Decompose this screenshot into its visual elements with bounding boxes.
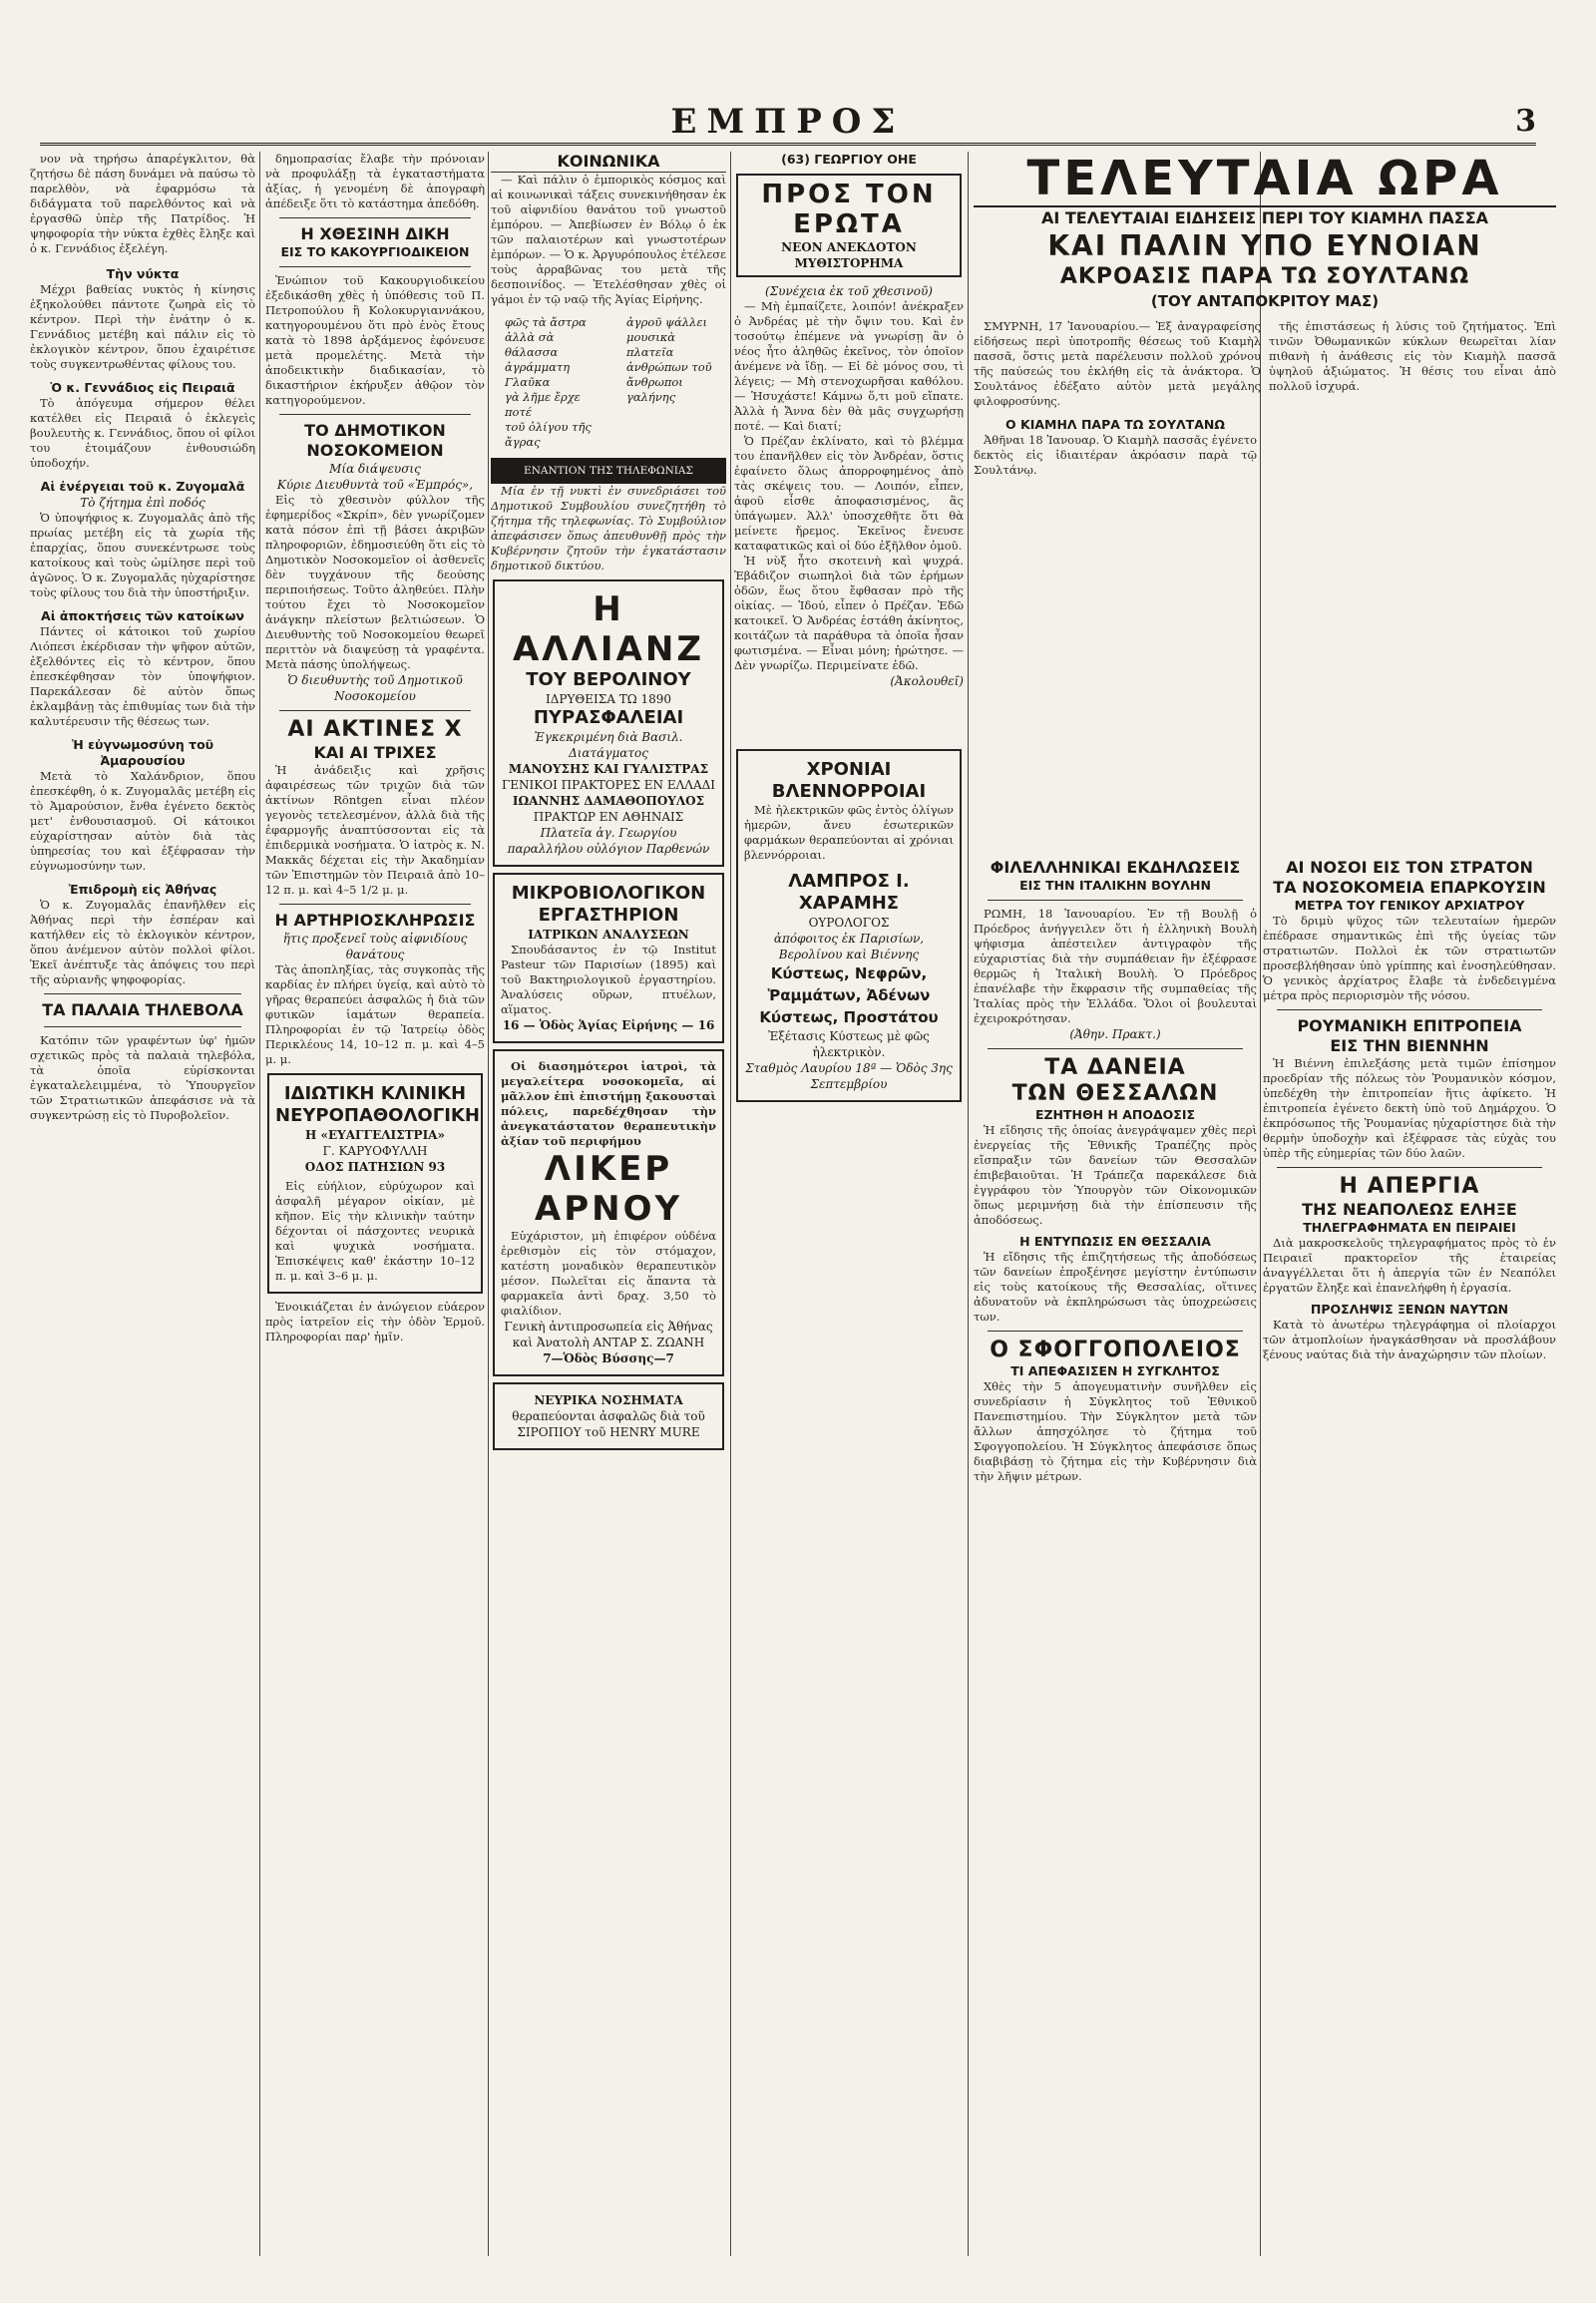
poem-line: ἀλλὰ σὰ θάλασσα — [505, 330, 559, 359]
column-4 — [734, 152, 964, 1108]
ad-agent-sub: ΠΡΑΚΤΩΡ ΕΝ ΑΘΗΝΑΙΣ — [533, 810, 684, 824]
ad-year: ΙΔΡΥΘΕΙΣΑ ΤΩ 1890 — [545, 692, 671, 706]
ad-kind: ΠΥΡΑΣΦΑΛΕΙΑΙ — [533, 707, 684, 728]
section-heading: ΑΙ ΝΟΣΟΙ ΕΙΣ ΤΟΝ ΣΤΡΑΤΟΝ — [1286, 858, 1533, 877]
banner-credit: (ΤΟΥ ΑΝΤΑΠΟΚΡΙΤΟΥ ΜΑΣ) — [1150, 292, 1380, 310]
section-heading-inverted: ΕΝΑΝΤΙΟΝ ΤΗΣ ΤΗΛΕΦΩΝΙΑΣ — [491, 458, 726, 484]
ad-address: ΟΔΟΣ ΠΑΤΗΣΙΩΝ 93 — [304, 1160, 446, 1174]
section-heading: Η ΑΠΕΡΓΙΑ — [1339, 1174, 1480, 1199]
ad-heading: Η ΑΛΛΙΑΝΖ — [512, 589, 704, 669]
section-heading: ΤΩΝ ΘΕΣΣΑΛΩΝ — [1011, 1081, 1219, 1106]
poem-line: ἀγράμματη Γλαῦκα — [505, 360, 571, 389]
serial-title: ΠΡΟΣ ΤΟΝ ΕΡΩΤΑ — [761, 180, 937, 239]
section-subheading: Μία διάψευσις — [329, 462, 421, 476]
article-text: Κατόπιν τῶν γραφέντων ὑφ' ἡμῶν σχετικῶς πρὸς τὰ παλαιὰ τηλεβόλα, τὰ ὁποῖα εὑρίσκονται ἐγκαταλελειμμένα, τὸ Ὑπουργεῖον τῶν Στρατιωτικῶν ἀπεφάσισε νὰ τὰ συγκεντρώσῃ εἰς τὸ Πυροβολεῖον. — [30, 1033, 255, 1122]
ad-product: ΛΙΚΕΡ ΑΡΝΟΥ — [534, 1149, 683, 1229]
ad-heading: ΙΔΙΩΤΙΚΗ ΚΛΙΝΙΚΗ — [283, 1083, 467, 1104]
section-heading: Ἐπιδρομὴ εἰς Ἀθήνας — [68, 882, 217, 897]
ad-depot: Γενικὴ ἀντιπροσωπεία εἰς Ἀθήνας καὶ Ἀνατολὴ ΑΝΤΑΡ Σ. ΖΩΑΝΗ — [504, 1320, 713, 1349]
banner-title: ΤΕΛΕΥΤΑΙΑ ΩΡΑ — [974, 152, 1556, 207]
ad-heading: Η ΑΡΤΗΡΙΟΣΚΛΗΡΩΣΙΣ — [274, 911, 476, 930]
ad-text: θεραπεύονται ἀσφαλῶς διὰ τοῦ ΣΙΡΟΠΙΟΥ τοῦ HENRY MURE — [512, 1409, 705, 1439]
divider — [279, 710, 471, 711]
ad-heading: ΒΛΕΝΝΟΡΡΟΙΑΙ — [771, 781, 927, 802]
section-subheading: Τὸ ζήτημα ἐπὶ ποδός — [80, 496, 205, 510]
section-subheading: ΚΑΙ ΑΙ ΤΡΙΧΕΣ — [313, 743, 437, 762]
liqueur-ad — [493, 1049, 724, 1376]
ad-text: Εὐχάριστον, μὴ ἐπιφέρον οὐδένα ἐρεθισμὸν εἰς τὸν στόμαχον, κατέστη μοναδικὸν θεραπευτικὸν μέσον. Πωλεῖται εἰς ἅπαντα τὰ φαρμακεῖα ἀντὶ δραχ. 3,50 τὸ φιαλίδιον. — [501, 1229, 716, 1318]
section-heading: ΤΑ ΔΑΝΕΙΑ — [1044, 1055, 1186, 1080]
column-2 — [265, 152, 485, 1344]
banner-subtitle: ΑΙ ΤΕΛΕΥΤΑΙΑΙ ΕΙΔΗΣΕΙΣ ΠΕΡΙ ΤΟΥ ΚΙΑΜΗΛ ΠΑΣΣΑ — [1040, 208, 1489, 227]
column-rule — [259, 152, 260, 2256]
divider — [279, 414, 471, 415]
ad-hours: Ἐξέτασις Κύστεως μὲ φῶς ἠλεκτρικὸν. — [768, 1029, 930, 1059]
article-text: Κατὰ τὸ ἀνωτέρω τηλεγράφημα οἱ πλοίαρχοι τῶν ἀτμοπλοίων ἠναγκάσθησαν νὰ προσλάβουν ξένους ναύτας διὰ τὴν ἀναχώρησιν τῶν πλοίων. — [1263, 1318, 1556, 1361]
serial-title-box — [736, 174, 962, 277]
ad-text: Μὲ ἠλεκτρικῶν φῶς ἐντὸς ὀλίγων ἡμερῶν, ἄνευ ἐσωτερικῶν φαρμάκων θεραπεύονται αἱ χρόνιαι βλεννόρροιαι. — [744, 803, 954, 862]
article-text: Χθὲς τὴν 5 ἀπογευματινὴν συνῆλθεν εἰς συνεδρίασιν ἡ Σύγκλητος τοῦ Ἐθνικοῦ Πανεπιστημίου. Τὴν Σύγκλητον μετὰ τῶν ἄλλων ἀπησχόλησε τὸ ζήτημα τοῦ Σφογγοπολείου. Ἡ Σύγκλητος ἀπεφάσισε ὅπως διαβιβάσῃ τὸ ζήτημα εἰς τὴν Κυβέρνησιν διὰ τὴν λῆψιν μέτρων. — [974, 1379, 1257, 1483]
poem-line: ἀγροῦ ψάλλει — [626, 315, 708, 329]
section-subheading: ΤΗΛΕΓΡΑΦΗΜΑΤΑ ΕΝ ΠΕΙΡΑΙΕΙ — [1303, 1220, 1516, 1235]
article-text: Τὸ δριμὺ ψῦχος τῶν τελευταίων ἡμερῶν ἐπέδρασε σημαντικῶς ἐπὶ τῆς ὑγείας τῶν στρατιωτῶν. Πολλοὶ ἐκ τῶν στρατιωτῶν προσεβλήθησαν ὑπὸ γρίππης καὶ ἐνοσηλεύθησαν. Ὁ γενικὸς ἀρχίατρος ἔλαβε τὰ ἐνδεδειγμένα μέτρα πρὸς περιορισμὸν τῆς νόσου. — [1263, 914, 1556, 1002]
ad-heading: ΜΙΚΡΟΒΙΟΛΟΓΙΚΟΝ — [511, 883, 706, 904]
section-subheading: ΤΙ ΑΠΕΦΑΣΙΣΕΝ Η ΣΥΓΚΛΗΤΟΣ — [1010, 1363, 1220, 1378]
column-6 — [1263, 858, 1556, 1362]
article-text: ΣΜΥΡΝΗ, 17 Ἰανουαρίου.— Ἐξ ἀναγραφείσης εἰδήσεως περὶ ὑποτροπῆς θέσεως τοῦ Κιαμὴλ πασσᾶ, ὅστις μετὰ παρέλευσιν πολλοῦ χρόνου τῆς παύσεώς του ἐκλήθη εἰς τὰ ἀνάκτορα. Ὁ Σουλτάνος ἐδέξατο αὐτὸν μετὰ μεγάλης φιλοφροσύνης. — [974, 319, 1261, 408]
article-text: Τὸ ἀπόγευμα σήμερον θέλει κατέλθει εἰς Πειραιᾶ ὁ ἐκλεγεὶς βουλευτὴς κ. Γεννάδιος, ὅπου οἱ φίλοι του ἑτοιμάζουν ἐνθουσιώδη ὑποδοχήν. — [30, 396, 255, 470]
ad-heading: ΝΕΥΡΙΚΑ ΝΟΣΗΜΑΤΑ — [534, 1393, 683, 1407]
section-subheading: ΤΑ ΝΟΣΟΚΟΜΕΙΑ ΕΠΑΡΚΟΥΣΙΝ — [1273, 878, 1546, 897]
divider — [1277, 1167, 1542, 1168]
small-notice: Ἐνοικιάζεται ἐν ἀνώγειον εὐάερον πρὸς ἰατρεῖον εἰς τὴν ὁδὸν Ἑρμοῦ. Πληροφορίαι παρ' ἡμῖν. — [265, 1300, 485, 1343]
article-text: Ἡ εἴδησις τῆς ὁποίας ἀνεγράψαμεν χθὲς περὶ ἐνεργείας τῆς Ἐθνικῆς Τραπέζης πρὸς εἴσπραξιν τῶν δανείων τῶν Θεσσαλῶν ἐπιβεβαιοῦται. Ἡ Τράπεζα παρεκάλεσε διὰ ἐγγράφου τὸν Ὑπουργὸν τῶν Οἰκονομικῶν ὅπως μεριμνήσῃ διὰ τὴν ἐπίσπευσιν τῆς ἀποδόσεως. — [974, 1123, 1257, 1227]
article-text: Μία ἐν τῇ νυκτὶ ἐν συνεδριάσει τοῦ Δημοτικοῦ Συμβουλίου συνεζητήθη τὸ ζήτημα τῆς τηλεφωνίας. Τὸ Συμβούλιον ἀπεφάσισεν ὅπως ἀπευθυνθῇ πρὸς τὴν Κυβέρνησιν ζητοῦν τὴν ἐγκατάστασιν δημοτικοῦ δικτύου. — [491, 484, 726, 573]
insurance-ad — [493, 579, 724, 867]
ad-subheading: Η «ΕΥΑΓΓΕΛΙΣΤΡΙΑ» — [304, 1128, 445, 1142]
serial-header: (63) ΓΕΩΡΓΙΟΥ ΟΗΕ — [781, 152, 917, 167]
ad-doctor: ΛΑΜΠΡΟΣ Ι. ΧΑΡΑΜΗΣ — [788, 871, 910, 914]
masthead — [40, 100, 1536, 146]
poem-line: φῶς τὰ ἄστρα — [505, 315, 587, 329]
section-heading: ΑΙ ΑΚΤΙΝΕΣ Χ — [287, 717, 463, 742]
article-text: ΡΩΜΗ, 18 Ἰανουαρίου. Ἐν τῇ Βουλῇ ὁ Πρόεδρος ἀνήγγειλεν ὅτι ἡ ἑλληνικὴ Βουλὴ ψήφισμα ἀπέστειλεν ἀντιγραφὸν τῆς εὐχαριστίας διὰ τὴν συμπάθειαν ἣν ἐξέφρασε θερμῶς ἡ Ἰταλικὴ Βουλὴ. Ὁ Πρόεδρος ἐπανέλαβε τὴν ἔκφρασιν τῆς συμπαθείας τῆς Ἰταλίας πρὸς τὴν Ἑλλάδα. Ὅλοι οἱ βουλευταὶ ἐχειροκρότησαν. — [974, 907, 1257, 1025]
article-text: τῆς ἐπιστάσεως ἡ λύσις τοῦ ζητήματος. Ἐπὶ τινῶν Ὀθωμανικῶν κύκλων θεωρεῖται λίαν πιθανὴ ἡ ἀνάθεσις εἰς τὸν Κιαμὴλ πασσᾶ ὑψηλοῦ ἀξιώματος. Ἡ θέσις του εἶναι ἀπὸ πολλοῦ ἰσχυρά. — [1269, 319, 1556, 393]
section-heading: Αἱ ἀποκτήσεις τῶν κατοίκων — [41, 608, 244, 623]
poem-line: γὰ λῆμε ἔρχε ποτέ — [505, 390, 581, 419]
serial-text: Ἡ νὺξ ἦτο σκοτεινὴ καὶ ψυχρά. Ἐβάδιζον σιωπηλοὶ διὰ τῶν ἐρήμων ὁδῶν, ἕως ὅτου ἔφθασαν πρὸ τῆς οἰκίας. — Ἰδού, εἶπεν ὁ Πρέζαν. Ἐδῶ κατοικεῖ. Ὁ Ἀνδρέας ἐστάθη ἀκίνητος, κοιτάζων τὰ παράθυρα τὰ ὁποῖα ἦσαν φωτισμένα. — Εἶναι μόνη; ἠρώτησε. — Δὲν γνωρίζω. Περιμείνατε ἐδῶ. — [734, 554, 964, 672]
column-rule — [488, 152, 489, 2256]
column-3 — [491, 152, 726, 1456]
ad-subheading: ἥτις προξενεῖ τοὺς αἰφνιδίους θανάτους — [282, 932, 468, 961]
divider — [279, 266, 471, 267]
ad-address: 7—Ὁδὸς Βύσσης—7 — [543, 1351, 674, 1365]
section-heading: Ἡ εὐγνωμοσύνη τοῦ Ἀμαρουσίου — [71, 737, 214, 768]
divider — [44, 1026, 241, 1027]
section-heading: ΤΑ ΠΑΛΑΙΑ ΤΗΛΕΒΟΛΑ — [42, 1000, 243, 1019]
article-text: Διὰ μακροσκελοῦς τηλεγραφήματος πρὸς τὸ ἐν Πειραιεῖ πρακτορεῖον τῆς ἑταιρείας ἀναγγέλλεται ὅτι ἡ ἀπεργία τῶν ἐν Νεαπόλει ἐργατῶν ἔληξε καὶ ἐπανελήφθη ἡ ἐργασία. — [1263, 1236, 1556, 1295]
article-text: Ἐνώπιον τοῦ Κακουργιοδικείου ἐξεδικάσθη χθὲς ἡ ὑπόθεσις τοῦ Π. Πετροπούλου ἢ Κολοκυργιαννάκου, κατηγορουμένου ὅτι πρὸ ἑνὸς ἔτους κατὰ τὸ 1898 ἀρξάμενος ἐφόνευσε μετὰ προμελέτης. Μετὰ τὴν ἀποδεικτικὴν διαδικασίαν, τὸ δικαστήριον ἐκήρυξεν ἀθῷον τὸν κατηγορούμενον. — [265, 273, 485, 407]
section-subheading: Η ΕΝΤΥΠΩΣΙΣ ΕΝ ΘΕΣΣΑΛΙΑ — [1019, 1234, 1211, 1249]
poem-line: ἀνθρώπων τοῦ — [626, 360, 712, 374]
divider — [988, 900, 1243, 901]
ad-address: Πλατεῖα ἁγ. Γεωργίου παραλλήλου οὐλόγιον Παρθενών — [507, 826, 710, 856]
poem-line: ἄνθρωποι γαλήνης — [626, 375, 683, 404]
divider — [988, 1048, 1243, 1049]
section-heading: Τὴν νύκτα — [106, 266, 180, 281]
article-text: — Καὶ πάλιν ὁ ἐμπορικὸς κόσμος καὶ αἱ κοινωνικαὶ τάξεις συνεκινήθησαν ἐκ τοῦ αἰφνιδίου θανάτου τοῦ γνωστοῦ ἐμπόρου. — Ἀπεβίωσεν ἐν Βόλῳ ὁ ἐκ τῶν παλαιοτέρων καὶ γνωστοτέρων ἐμπόρων. — Ὁ κ. Ἀργυρόπουλος ἐτέλεσε τοὺς ἀρραβῶνας του μετὰ τῆς δεσποινίδος. — Ἐτελέσθησαν χθὲς οἱ γάμοι ἐν τῷ ναῷ τῆς Ἁγίας Εἰρήνης. — [491, 173, 726, 306]
ad-text: Ἐγκεκριμένη διὰ Βασιλ. Διατάγματος — [534, 730, 683, 760]
article-text: Ἡ Βιέννη ἐπιλεξάσης μετὰ τιμῶν ἐπίσημον προεδρίαν τῆς πόλεως τὸν Ῥουμανικὸν κόσμον, ὑπεδέχθη τὴν ἐπιτροπείαν ἥτις ἀφίκετο. Ἡ ἐπιτροπεία ἐγένετο δεκτὴ ὑπὸ τοῦ Δημάρχου. Ὁ ἐκπρόσωπος τῆς Ῥουμανίας ηὐχαρίστησε διὰ τὴν θερμὴν ὑποδοχὴν καὶ ἐξέφρασε τὰς εὐχὰς του ὑπὲρ τῆς εὐημερίας τῶν δύο λαῶν. — [1263, 1056, 1556, 1160]
newspaper-title: ΕΜΠΡΟΣ — [670, 102, 906, 142]
section-subheading: ΕΖΗΤΗΘΗ Η ΑΠΟΔΟΣΙΣ — [1034, 1107, 1196, 1122]
letter-salutation: Κύριε Διευθυντὰ τοῦ «Ἐμπρός», — [276, 478, 474, 492]
poem-line: μουσικὰ πλατεῖα — [626, 330, 676, 359]
divider — [1277, 1009, 1542, 1010]
section-subheading: ΕΙΣ ΤΗΝ ΒΙΕΝΝΗΝ — [1330, 1036, 1489, 1055]
clinic-ad — [267, 1073, 483, 1294]
section-subheading: ΕΙΣ ΤΟ ΚΑΚΟΥΡΓΙΟΔΙΚΕΙΟΝ — [280, 244, 470, 259]
ad-subheading: ΤΟΥ ΒΕΡΟΛΙΝΟΥ — [526, 669, 691, 690]
ad-specialty: Ῥαμμάτων, Ἀδένων Κύστεως, Προστάτου — [759, 986, 939, 1026]
section-subheading: ΜΕΤΡΑ ΤΟΥ ΓΕΝΙΚΟΥ ΑΡΧΙΑΤΡΟΥ — [1294, 898, 1525, 913]
banner-headline: ΑΚΡΟΑΣΙΣ ΠΑΡΑ ΤΩ ΣΟΥΛΤΑΝΩ — [1059, 264, 1470, 289]
poem — [491, 315, 726, 450]
banner-subsection — [974, 417, 1257, 478]
section-subheading: ΕΙΣ ΤΗΝ ΙΤΑΛΙΚΗΝ ΒΟΥΛΗΝ — [1019, 878, 1211, 893]
last-hour-banner — [974, 152, 1556, 478]
ad-text: ἀπόφοιτος ἐκ Παρισίων, Βερολίνου καὶ Βιέννης — [773, 932, 925, 961]
poem-column — [612, 315, 726, 450]
section-heading: Η ΧΘΕΣΙΝΗ ΔΙΚΗ — [300, 224, 450, 243]
ad-heading: ΧΡΟΝΙΑΙ — [806, 759, 892, 780]
ad-agents-sub: ΓΕΝΙΚΟΙ ΠΡΑΚΤΟΡΕΣ ΕΝ ΕΛΛΑΔΙ — [501, 778, 716, 792]
article-text: Εἰς τὸ χθεσινὸν φύλλον τῆς ἐφημερίδος «Σκρίπ», δὲν γνωρίζομεν κατὰ πόσον ἐπὶ τῇ βάσει ἀκριβῶν πληροφοριῶν, ἐδημοσιεύθη ὅτι εἰς τὸ Δημοτικὸν Νοσοκομεῖον οἱ ἀσθενεῖς δὲν τυγχάνουν τῆς δεούσης περιποιήσεως. Τοῦτο ἀληθεύει. Πλὴν τούτου ἔχει τὸ Νοσοκομεῖον ἀνάγκην πλείστων βελτιώσεων. Ὁ Διευθυντὴς τοῦ Νοσοκομείου θεωρεῖ περιττὸν νὰ διαψεύσῃ τὰ γραφέντα. Μετὰ πάσης ὑπολήψεως. — [265, 493, 485, 671]
article-text: Ἡ ἀνάδειξις καὶ χρῆσις ἀφαιρέσεως τῶν τριχῶν διὰ τῶν ἀκτίνων Röntgen εἶναι πλέον γεγονὸς τετελεσμένον, ἀλλὰ διὰ τῆς ἐφαρμογῆς ἀναπτύσσονται εἰς τὰ ἐπιδερμικὰ νοσήματα. Ὁ ἰατρὸς κ. Ν. Μακκᾶς δέχεται εἰς τὴν Ἀκαδημίαν τῶν Ἐπιστημῶν τὸν Πειραιᾶ ἀπὸ 10–12 π. μ. καὶ 4–5 1/2 μ. μ. — [265, 763, 485, 897]
section-heading: Αἱ ἐνέργειαι τοῦ κ. Ζυγομαλᾶ — [40, 479, 245, 494]
ad-text: Τὰς ἀποπληξίας, τὰς συγκοπὰς τῆς καρδίας ἐν πλήρει ὑγείᾳ, καὶ αὐτὸ τὸ γῆρας θεραπεύει ἀσφαλῶς ἡ διὰ τῶν φυτικῶν ἰαμάτων θεραπεία. Πληροφορίαι ἐν τῷ Ἰατρείῳ ὁδὸς Περικλέους 14, 10–12 π. μ. καὶ 4–5 μ. μ. — [265, 962, 485, 1066]
laboratory-ad — [493, 873, 724, 1043]
ad-address: 16 — Ὁδὸς Ἁγίας Εἰρήνης — 16 — [502, 1018, 715, 1032]
ad-specialty: Κύστεως, Νεφρῶν, — [770, 964, 928, 982]
column-1 — [30, 152, 255, 1123]
ad-doctor-title: ΟΥΡΟΛΟΓΟΣ — [808, 916, 890, 930]
article-text: Ἡ εἴδησις τῆς ἐπιζητήσεως τῆς ἀποδόσεως τῶν δανείων ἐπροξένησε μεγίστην ἐντύπωσιν εἰς τοὺς κατοίκους τῆς Θεσσαλίας, οἵτινες ἀδυνατοῦν νὰ ἐκπληρώσωσι τὰς ὑποχρεώσεις των. — [974, 1250, 1257, 1324]
article-text: Ἀθῆναι 18 Ἰανουαρ. Ὁ Κιαμὴλ πασσᾶς ἐγένετο δεκτὸς εἰς ἰδιαιτέραν ἀκρόασιν παρὰ τῷ Σουλτάνῳ. — [974, 433, 1257, 477]
urologist-ad — [736, 749, 962, 1102]
section-heading: ΤΟ ΔΗΜΟΤΙΚΟΝ ΝΟΣΟΚΟΜΕΙΟΝ — [304, 421, 446, 460]
ad-name: Γ. ΚΑΡΥΟΦΥΛΛΗ — [322, 1144, 428, 1158]
ad-agents: ΜΑΝΟΥΣΗΣ ΚΑΙ ΓΥΑΛΙΣΤΡΑΣ — [508, 762, 709, 776]
divider — [44, 993, 241, 994]
serial-end: (Ἀκολουθεῖ) — [890, 674, 964, 688]
section-heading: ΡΟΥΜΑΝΙΚΗ ΕΠΙΤΡΟΠΕΙΑ — [1297, 1016, 1522, 1035]
ad-text: Εἰς εὐήλιον, εὐρύχωρον καὶ ἀσφαλῆ μέγαρον οἰκίαν, μὲ κῆπον. Εἰς τὴν κλινικὴν ταύτην δέχονται οἱ πάσχοντες νευρικὰ καὶ ψυχικὰ νοσήματα. Ἐπισκέψεις καθ' ἑκάστην 10–12 π. μ. καὶ 3–6 μ. μ. — [275, 1179, 475, 1283]
ad-text: Σπουδάσαντος ἐν τῷ Institut Pasteur τῶν Παρισίων (1895) καὶ τοῦ Βακτηριολογικοῦ ἐργαστηρίου. Ἀναλύσεις οὔρων, πτυέλων, αἵματος. — [501, 943, 716, 1016]
section-subheading: Ο ΚΙΑΜΗΛ ΠΑΡΑ ΤΩ ΣΟΥΛΤΑΝΩ — [1005, 417, 1225, 432]
article-text: δημοπρασίας ἔλαβε τὴν πρόνοιαν νὰ προφυλάξῃ τὰ ἐγκαταστήματα ἀξίας, ἡ γενομένη δὲ ἀπογραφὴ ἀπέδειξε ὅτι τὸ κατάστημα ἀπεδόθη. — [265, 152, 485, 210]
ad-heading: ΕΡΓΑΣΤΗΡΙΟΝ — [538, 905, 679, 926]
serial-continuation: (Συνέχεια ἐκ τοῦ χθεσινοῦ) — [765, 284, 933, 298]
banner-headline: ΚΑΙ ΠΑΛΙΝ ΥΠΟ ΕΥΝΟΙΑΝ — [1047, 229, 1482, 262]
article-text: Ὁ κ. Ζυγομαλᾶς ἐπανῆλθεν εἰς Ἀθήνας περὶ τὴν ἐσπέραν καὶ κατήλθεν εἰς τὸ ἐκλογικὸν κέντρον, ὅπου ἀνέμενον αὐτὸν πολλοὶ φίλοι. Ἐκεῖ ἀνέπτυξε τὰς ἀπόψεις του περὶ τῆς αὐριανῆς ψηφοφορίας. — [30, 898, 255, 986]
divider — [279, 217, 471, 218]
banner-headings — [974, 152, 1556, 311]
divider — [988, 1331, 1243, 1332]
article-text: νον νὰ τηρήσω ἀπαρέγκλιτον, θὰ ζητήσω δὲ πάση δυνάμει νὰ παύσω τὸ παρελθὸν, νὰ ἐφαρμόσω τὰ διδάγματα τοῦ παρελθόντος καὶ νὰ ἐργασθῶ ὑπὲρ τῆς Πατρίδος. Ἡ ψηφοφορία τὴν νύκτα ἐχθὲς ἔληξε καὶ ὁ κ. Γεννάδιος ἐξελέγη. — [30, 152, 255, 255]
letter-signature: Ὁ διευθυντὴς τοῦ Δημοτικοῦ Νοσοκομείου — [287, 673, 463, 703]
section-heading: Ὁ κ. Γεννάδιος εἰς Πειραιᾶ — [50, 380, 235, 395]
column-rule — [968, 152, 969, 2256]
column-5 — [974, 858, 1257, 1484]
poem-column — [491, 315, 604, 450]
ad-agent: ΙΩΑΝΝΗΣ ΔΑΜΑΘΟΠΟΥΛΟΣ — [512, 794, 705, 808]
nerve-ad — [493, 1382, 724, 1450]
page-number: 3 — [1515, 104, 1536, 139]
serial-text: Ὁ Πρέζαν ἐκλίνατο, καὶ τὸ βλέμμα του ἐπανῆλθεν εἰς τὸν Ἀνδρέαν, ὅστις ἐφαίνετο ὅλως ἀπορροφημένος ἀπὸ τὰς σκέψεις του. — Λοιπόν, εἶπεν, ἀφοῦ εἶσθε ἀποφασισμένος, ἂς ὑπάγωμεν. Ἀλλ' ὑποσχεθῆτε ὅτι θὰ μείνετε ἤρεμος. Ἐκεῖνος ἔνευσε καταφατικῶς καὶ οἱ δύο ἐξῆλθον ὁμοῦ. — [734, 434, 964, 553]
article-text: Μέχρι βαθείας νυκτὸς ἡ κίνησις ἐξηκολούθει πάντοτε ζωηρὰ εἰς τὸ κέντρον. Περὶ τὴν ἐνάτην ὁ κ. Γεννάδιος μετέβη καὶ πάλιν εἰς τὸ ἐκλογικὸν κέντρον, ὅπου ἐχαιρέτισε τοὺς συγκεντρωθέντας φίλους του. — [30, 282, 255, 371]
section-heading: ΦΙΛΕΛΛΗΝΙΚΑΙ ΕΚΔΗΛΩΣΕΙΣ — [990, 858, 1241, 877]
ad-subheading: ΙΑΤΡΙΚΩΝ ΑΝΑΛΥΣΕΩΝ — [528, 928, 689, 942]
ad-address: Σταθμὸς Λαυρίου 18ª — Ὁδὸς 3ης Σεπτεμβρίου — [745, 1061, 953, 1091]
column-rule — [730, 152, 731, 2256]
article-text: Πάντες οἱ κάτοικοι τοῦ χωρίου Λιόπεσι ἐκέρδισαν τὴν ψῆφον αὐτῶν, ἐξελθόντες εἰς τὸ κέντρον, ὅπου ἐπεσκέφθησαν τὸν ὑποψήφιον. Παρεκάλεσαν δὲ αὐτὸν ὅπως ἐκλαμβάνῃ τὰς ἐπιθυμίας των διὰ τὴν καλυτέρευσιν τῆς θέσεως των. — [30, 624, 255, 728]
banner-body — [974, 319, 1556, 409]
divider — [279, 904, 471, 905]
poem-line: τοῦ ὀλίγου τῆς ἄγρας — [505, 420, 592, 449]
ad-text: Οἱ διασημότεροι ἰατροὶ, τὰ μεγαλείτερα νοσοκομεῖα, αἱ μᾶλλον ἐπὶ ἐπιστήμῃ ξακουσταὶ πόλεις, παρεδέχθησαν τὴν ἀνεγκατάστατον θεραπευτικὴν ἀξίαν τοῦ περιφήμου — [501, 1059, 716, 1148]
section-subheading: ΠΡΟΣΛΗΨΙΣ ΞΕΝΩΝ ΝΑΥΤΩΝ — [1310, 1302, 1509, 1317]
section-subheading: ΤΗΣ ΝΕΑΠΟΛΕΩΣ ΕΛΗΞΕ — [1302, 1200, 1517, 1219]
serial-subtitle: ΝΕΟΝ ΑΝΕΚΔΟΤΟΝ ΜΥΘΙΣΤΟΡΗΜΑ — [781, 240, 917, 270]
section-heading: ΚΟΙΝΩΝΙΚΑ — [491, 152, 726, 173]
article-text: Μετὰ τὸ Χαλάνδριον, ὅπου ἐπεσκέφθη, ὁ κ. Ζυγομαλᾶς μετέβη εἰς τὸ Ἀμαρούσιον, ἔνθα ἐγένετο δεκτὸς μετ' ἐνθουσιασμοῦ. Οἱ κάτοικοι εὐχαρίστησαν αὐτὸν διὰ τὰς ὑπηρεσίας του καὶ ἐξέφρασαν τὴν εὐγνωμοσύνην των. — [30, 769, 255, 873]
source-note: (Ἀθην. Πρακτ.) — [1069, 1027, 1161, 1041]
article-text: Ὁ ὑποψήφιος κ. Ζυγομαλᾶς ἀπὸ τῆς πρωίας μετέβη εἰς τὰ χωρία τῆς ἐπαρχίας, ὅπου συνεκέντρωσε τοὺς κατοίκους καὶ τοὺς ὡμίλησε περὶ τοῦ ἀγῶνος. Ὁ κ. Ζυγομαλᾶς ηὐχαρίστησε τοὺς φίλους του διὰ τὴν ὑποστήριξιν. — [30, 511, 255, 599]
serial-text: — Μὴ ἐμπαίζετε, λοιπόν! ἀνέκραξεν ὁ Ἀνδρέας μὲ τὴν ὄψιν του. Καὶ ἐν τοσούτῳ ἐπέμενε νὰ γνωρίσῃ ἂν ὁ νέος ἦτο ἀληθῶς ἐκεῖνος, τὸν ὁποῖον ἀνέμενε νὰ ἴδῃ. — Εἰ δὲ μόνος σου, τὶ λέγεις; — Μὴ στενοχωρῆσαι καθόλου. — Ἡσυχάστε! Κάμνω ὅ,τι μοῦ εἴπατε. Ἀλλὰ ἡ Ἄννα δὲν θὰ μᾶς συγχωρήσῃ ποτέ. — Καὶ διατί; — [734, 299, 964, 433]
ad-heading: ΝΕΥΡΟΠΑΘΟΛΟΓΙΚΗ — [275, 1105, 480, 1126]
section-heading: Ο ΣΦΟΓΓΟΠΟΛΕΙΟΣ — [990, 1338, 1241, 1362]
